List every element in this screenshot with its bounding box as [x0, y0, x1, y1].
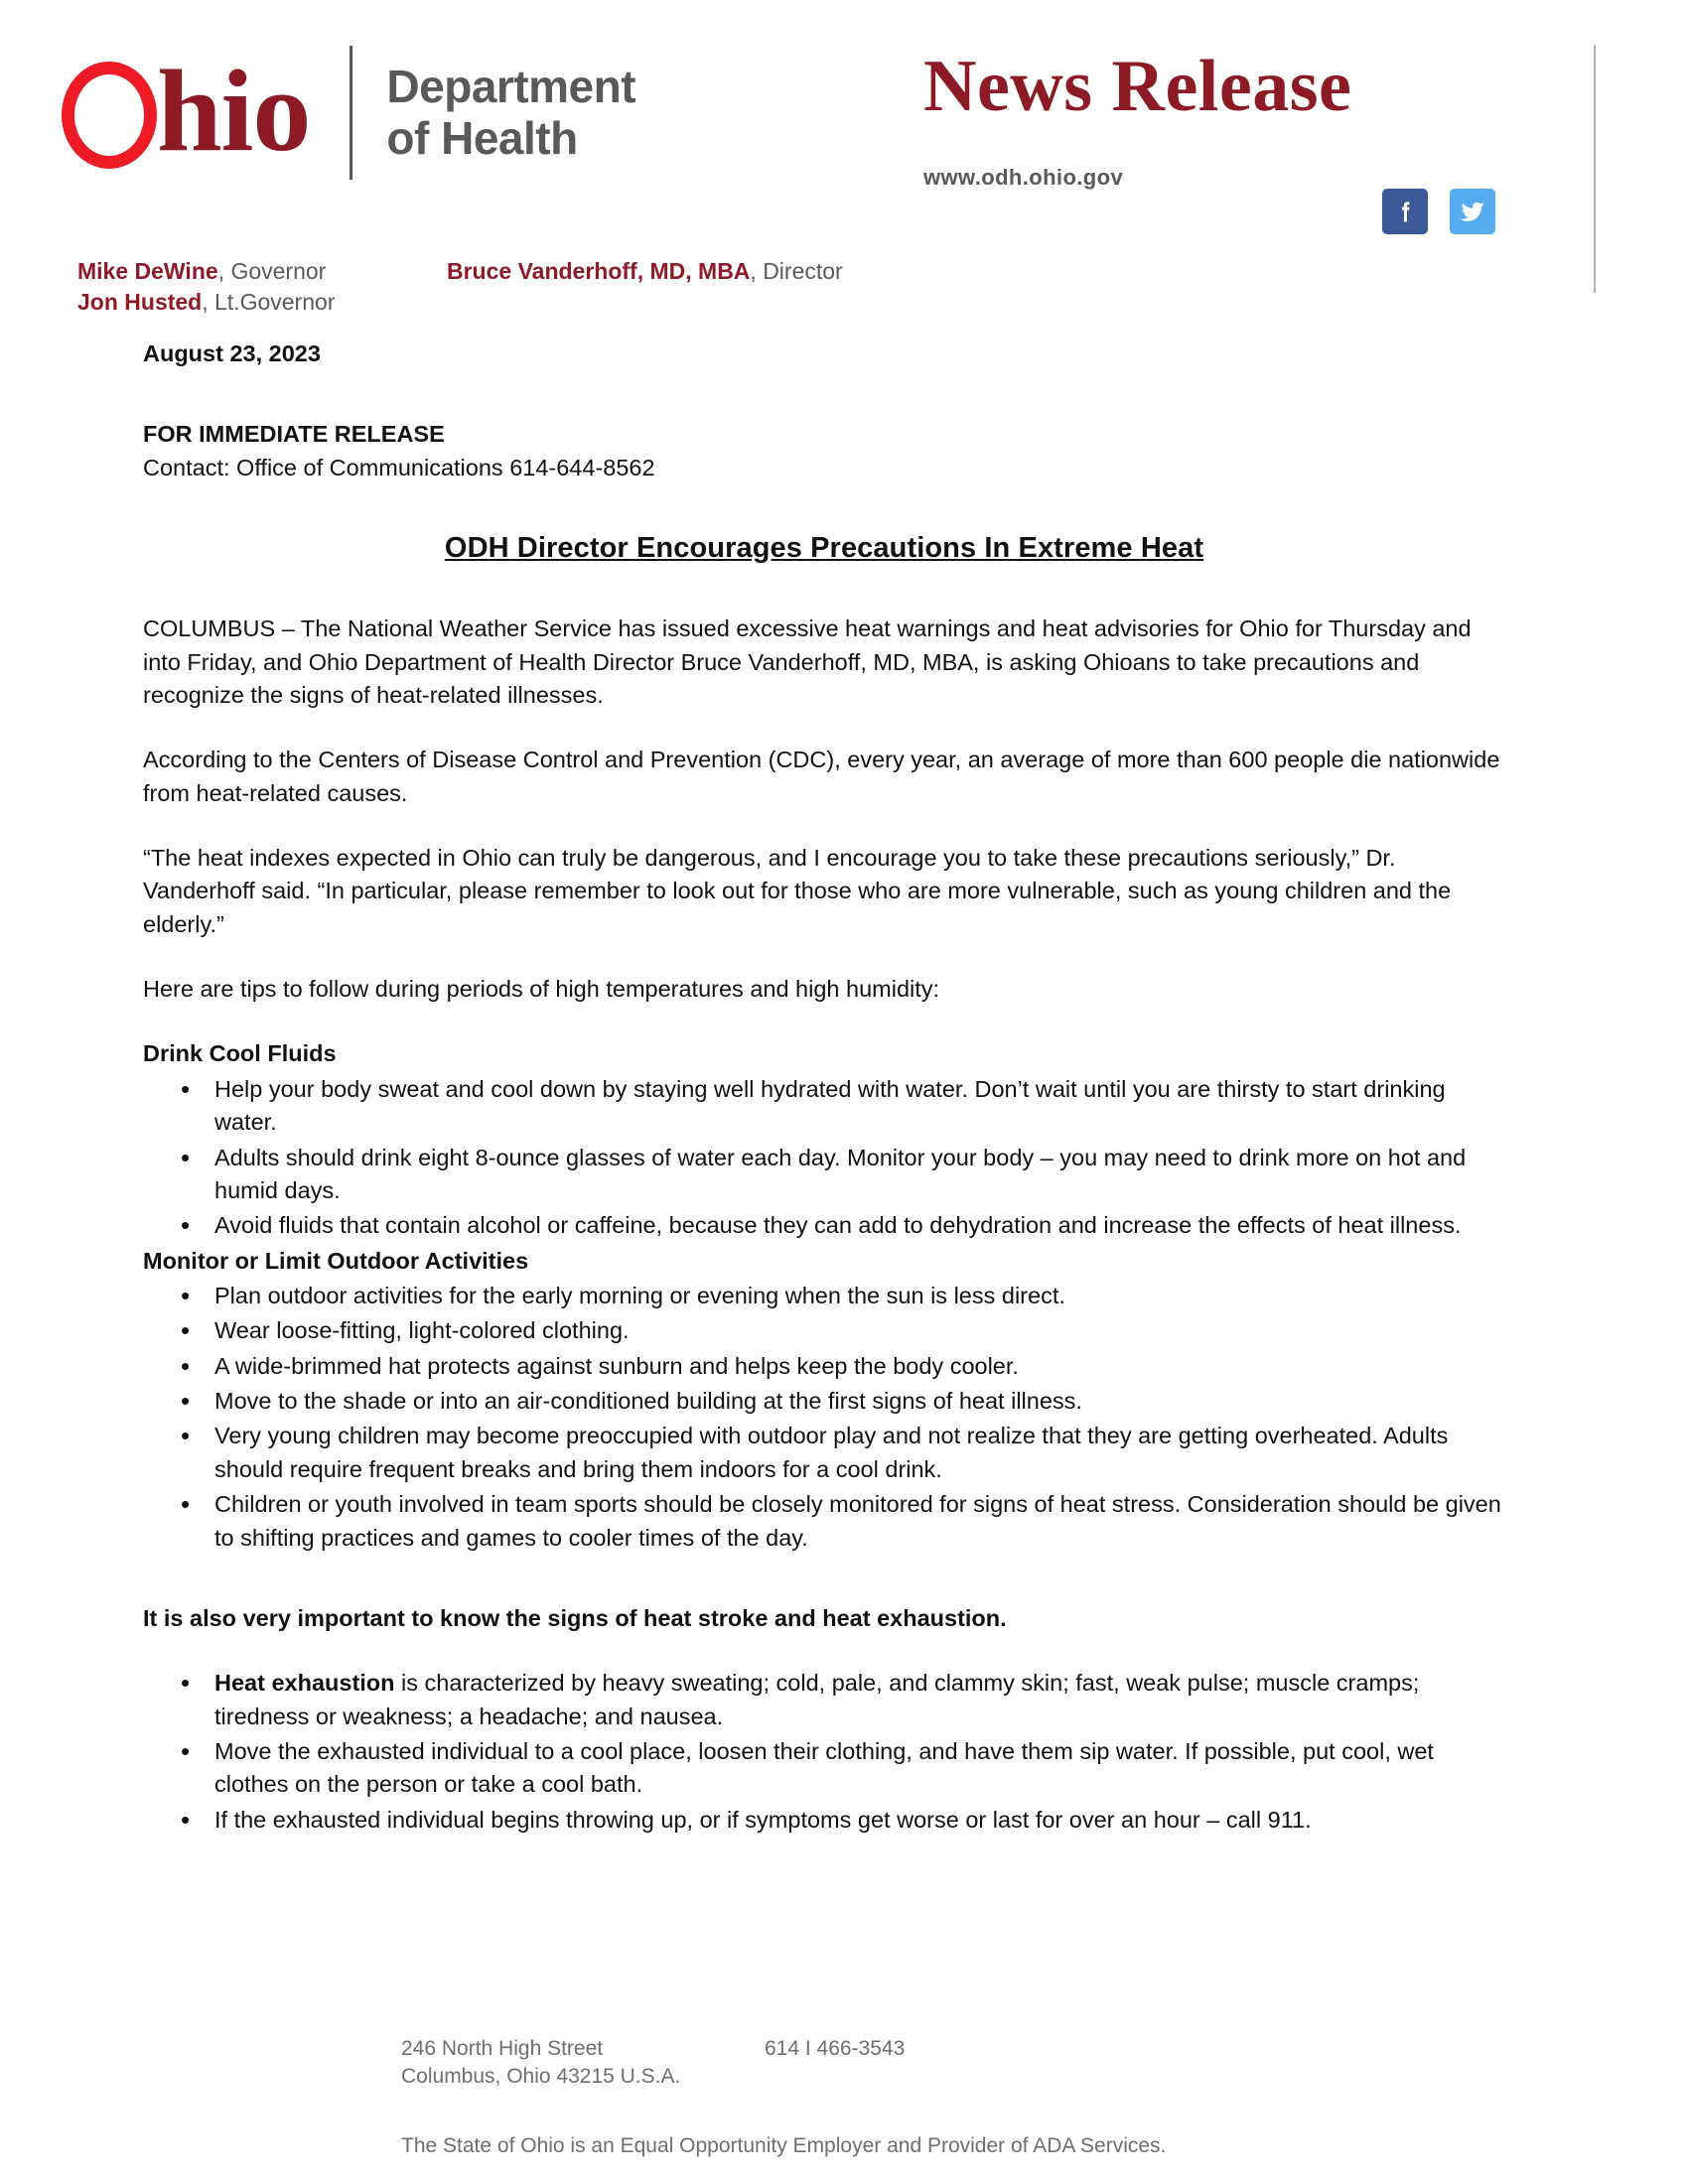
list-item: • Avoid fluids that contain alcohol or caffeine, because they can add to dehydration and increase the effects of heat illness. — [143, 1209, 1505, 1242]
list-item: • A wide-brimmed hat protects against sunburn and helps keep the body cooler. — [143, 1350, 1505, 1383]
footer-address-line-1: 246 North High Street — [401, 2037, 604, 2060]
list-item: • Plan outdoor activities for the early morning or evening when the sun is less direct. — [143, 1280, 1505, 1312]
logo-divider — [350, 46, 352, 180]
list-item: • Adults should drink eight 8-ounce glasses of water each day. Monitor your body – you may need to drink more on hot and humid days. — [143, 1142, 1505, 1208]
section-heading-signs: It is also very important to know the signs of heat stroke and heat exhaustion. — [143, 1604, 1007, 1631]
list-item: • Help your body sweat and cool down by staying well hydrated with water. Don’t wait until you are thirsty to start drinking water. — [143, 1073, 1505, 1140]
department-name — [386, 61, 635, 165]
news-release-banner — [923, 46, 1559, 191]
odh-website-url[interactable]: www.odh.ohio.gov — [923, 165, 1124, 190]
footer-address-line-2: Columbus, Ohio 43215 U.S.A. — [401, 2065, 681, 2089]
list-item — [143, 1667, 1505, 1733]
footer-phone: 614 I 466-3543 — [765, 2037, 906, 2060]
paragraph-tips-intro: Here are tips to follow during periods of high temperatures and high humidity: — [143, 976, 940, 1003]
footer-address — [401, 2035, 680, 2092]
list-item: • Children or youth involved in team sports should be closely monitored for signs of heat stress. Consideration should be given to shifting practices and games to cooler times of the day. — [143, 1488, 1505, 1555]
director-name: Bruce Vanderhoff, MD, MBA — [447, 258, 751, 284]
director-title: , Director — [750, 258, 843, 284]
spacer — [143, 1637, 1505, 1667]
list-item-text: is characterized by heavy sweating; cold, pale, and clammy skin; fast, weak pulse; muscle cramps; tiredness or weakness; a headache; and nausea. — [214, 1670, 1420, 1729]
list-item-text: If the exhausted individual begins throwing up, or if symptoms get worse or last for over an hour – call 911. — [214, 1806, 1312, 1833]
ohio-department-of-health-logo — [62, 48, 635, 177]
section-heading-drink-cool-fluids: Drink Cool Fluids — [143, 1040, 337, 1067]
paragraph-intro: COLUMBUS – The National Weather Service has issued excessive heat warnings and heat advisories for Ohio for Thursday and into Friday, and Ohio Department of Health Director Bruce Vanderhoff, MD, MBA, is asking Ohioans to take precautions and recognize the signs of heat-related illnesses. — [143, 615, 1472, 708]
page-title: ODH Director Encourages Precautions In Extreme Heat — [444, 532, 1204, 565]
paragraph-cdc: According to the Centers of Disease Control and Prevention (CDC), every year, an average of more than 600 people die nationwide from heat-related causes. — [143, 747, 1500, 806]
immediate-release-label: FOR IMMEDIATE RELEASE — [143, 421, 445, 448]
ohio-wordmark-text: hio — [157, 46, 311, 176]
department-line-2: of Health — [386, 112, 578, 164]
ohio-o-ring-icon — [62, 62, 157, 169]
news-release-title: News Release — [923, 46, 1352, 127]
director-line — [447, 256, 843, 287]
spacer — [143, 1557, 1505, 1602]
list-item-lead: Heat exhaustion — [214, 1670, 395, 1697]
list-item: • Wear loose-fitting, light-colored clothing. — [143, 1314, 1505, 1347]
paragraph-quote: “The heat indexes expected in Ohio can truly be dangerous, and I encourage you to take these precautions seriously,” Dr. Vanderhoff said. “In particular, please remember to look out for those who are more vulnerable, such as young children and the elderly.” — [143, 845, 1452, 937]
footer-eeo-statement: The State of Ohio is an Equal Opportunity Employer and Provider of ADA Services. — [401, 2134, 1167, 2157]
agency-director — [447, 256, 843, 287]
document-body — [143, 338, 1505, 1839]
lt-governor-line — [77, 287, 335, 318]
department-line-1: Department — [386, 60, 636, 112]
drink-cool-fluids-list — [143, 1073, 1505, 1243]
list-item: • Very young children may become preoccupied with outdoor play and not realize that they are getting overheated. Adults should require frequent breaks and bring them indoors for a cool drink. — [143, 1420, 1505, 1486]
list-item — [143, 1735, 1505, 1802]
release-date: August 23, 2023 — [143, 341, 321, 366]
ohio-wordmark — [62, 46, 311, 176]
header-vertical-divider — [1594, 45, 1596, 293]
list-item: • Move to the shade or into an air-conditioned building at the first signs of heat illness. — [143, 1385, 1505, 1418]
list-item-text: Move the exhausted individual to a cool place, loosen their clothing, and have them sip water. If possible, put cool, wet clothes on the person or take a cool bath. — [214, 1737, 1434, 1798]
governor-title: , Governor — [217, 258, 327, 284]
social-media-links — [1382, 189, 1495, 234]
contact-info: Contact: Office of Communications 614-644-8562 — [143, 454, 655, 480]
outdoor-activities-list — [143, 1280, 1505, 1555]
document-header — [0, 0, 1688, 316]
twitter-icon[interactable] — [1450, 189, 1495, 234]
state-officials — [77, 256, 335, 318]
lt-governor-name: Jon Husted — [77, 289, 203, 316]
section-heading-outdoor-activities: Monitor or Limit Outdoor Activities — [143, 1247, 529, 1274]
heat-exhaustion-list — [143, 1667, 1505, 1837]
lt-governor-title: , Lt.Governor — [202, 289, 336, 316]
governor-line — [77, 256, 335, 287]
list-item — [143, 1804, 1505, 1837]
facebook-icon[interactable] — [1382, 189, 1428, 234]
governor-name: Mike DeWine — [77, 258, 218, 284]
